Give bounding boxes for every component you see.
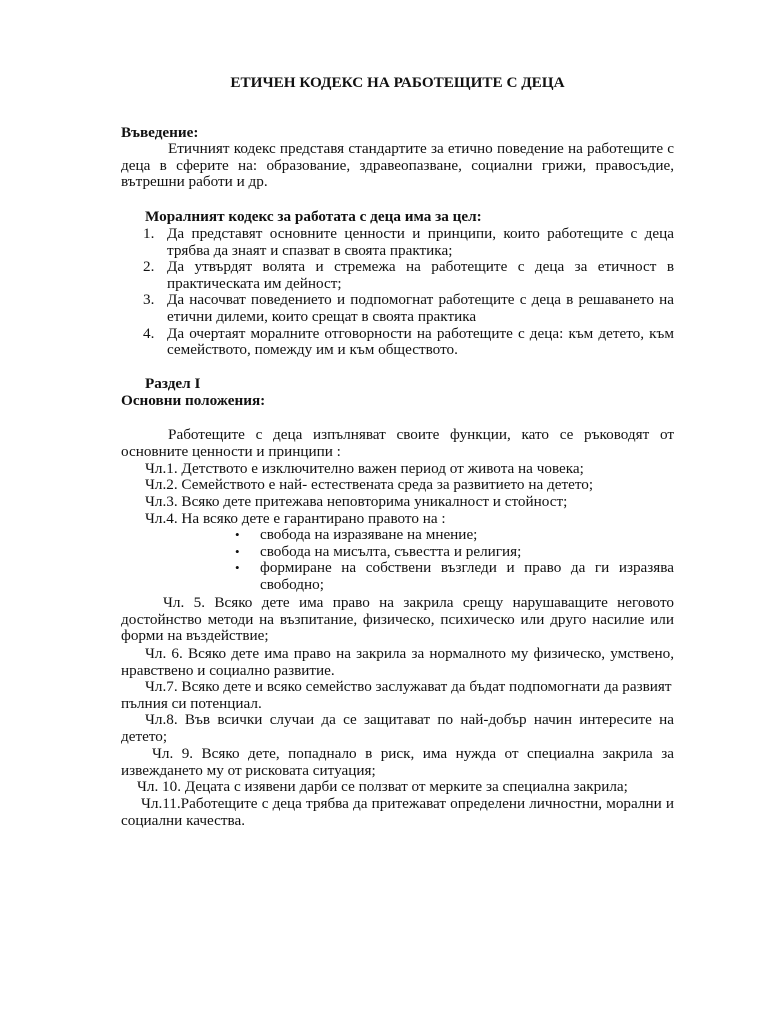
goals-list (121, 226, 674, 359)
section-title: Основни положения: (121, 392, 266, 409)
article-8: Чл.8. Във всички случаи да се защитават по най-добър начин интересите на детето; (121, 711, 674, 745)
rights-list (121, 527, 674, 593)
document-title: ЕТИЧЕН КОДЕКС НА РАБОТЕЩИТЕ С ДЕЦА (230, 74, 565, 91)
goal-text: Да представят основните ценности и принципи, които работещите с деца трябва да знаят и спазват в своята практика; (167, 225, 674, 259)
goal-item (121, 326, 674, 359)
goal-number: 1. (143, 225, 155, 242)
article-1: Чл.1. Детството е изключително важен период от живота на човека; (145, 460, 584, 477)
bullet-icon: • (235, 527, 240, 542)
rights-text: свобода на мисълта, съвестта и религия; (260, 542, 522, 560)
goal-number: 3. (143, 291, 155, 309)
goal-number: 4. (143, 324, 155, 342)
bullet-icon: • (235, 560, 240, 576)
rights-text: формиране на собствени възгледи и право да ги изразява свободно; (260, 559, 674, 593)
goal-item (121, 259, 674, 292)
article-11: Чл.11.Работещите с деца трябва да притежават определени личностни, морални и социални качества. (121, 795, 674, 829)
rights-item (121, 560, 674, 593)
rights-item (121, 544, 674, 561)
goal-item (121, 292, 674, 325)
intro-heading: Въведение: (121, 124, 199, 141)
rights-text: свобода на изразяване на мнение; (260, 526, 478, 543)
article-10: Чл. 10. Децата с изявени дарби се ползват от мерките за специална закрила; (137, 778, 628, 795)
goals-heading: Моралният кодекс за работата с деца има за цел: (145, 208, 482, 225)
article-5: Чл. 5. Всяко дете има право на закрила срещу нарушаващите неговото достойнство методи на възпитание, физическо, психическо или друго насилие или форми на въздействие; (121, 594, 674, 645)
article-4: Чл.4. На всяко дете е гарантирано правото на : (145, 510, 446, 527)
goal-text: Да очертаят моралните отговорности на работещите с деца: към детето, към семейството, помежду им и към обществото. (167, 324, 674, 359)
article-7: Чл.7. Всяко дете и всяко семейство заслужават да бъдат подпомогнати да развият пълния си потенциал. (121, 678, 672, 712)
goal-text: Да утвърдят волята и стремежа на работещите с деца за етичност в практическата им дейност; (167, 258, 674, 292)
article-3: Чл.3. Всяко дете притежава неповторима уникалност и стойност; (145, 493, 568, 510)
goal-text: Да насочват поведението и подпомогнат работещите с деца в решаването на етични дилеми, които срещат в своята практика (167, 291, 674, 325)
bullet-icon: • (235, 543, 240, 559)
section-intro: Работещите с деца изпълняват своите функции, като се ръководят от основните ценности и принципи : (121, 426, 674, 460)
article-2: Чл.2. Семейството е най- естествената среда за развитието на детето; (145, 476, 594, 493)
article-9: Чл. 9. Всяко дете, попаднало в риск, има нужда от специална закрила за извеждането му от рисковата ситуация; (121, 745, 674, 779)
goal-item (121, 226, 674, 259)
rights-item (121, 527, 674, 544)
intro-paragraph: Етичният кодекс представя стандартите за етично поведение на работещите с деца в сферите на: образование, здравеопазване, социални грижи, правосъдие, вътрешни работи и др. (121, 140, 674, 191)
article-6: Чл. 6. Всяко дете има право на закрила за нормалното му физическо, умствено, нравствено и социално развитие. (121, 645, 674, 679)
goal-number: 2. (143, 258, 155, 276)
section-label: Раздел I (145, 375, 201, 392)
